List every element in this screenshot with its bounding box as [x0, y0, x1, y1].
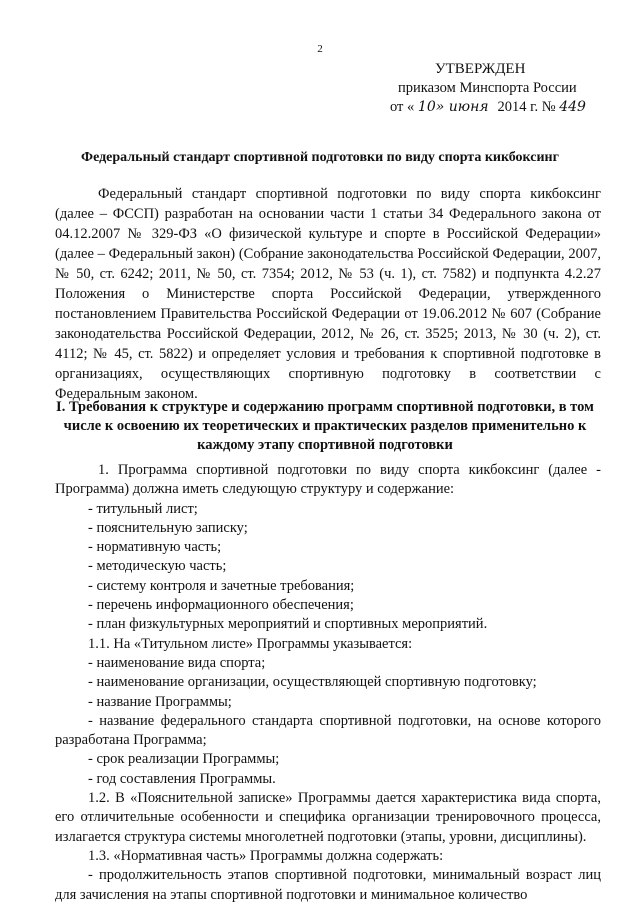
- list-item: - систему контроля и зачетные требования;: [88, 577, 355, 594]
- section-heading: I. Требования к структуре и содержанию программ спортивной подготовки, в том числе к освоению их теоретических и практических разделов применительно к каждому этапу спортивной подготовки: [56, 399, 594, 453]
- list-item: - срок реализации Программы;: [88, 751, 280, 768]
- clause-1-1: 1.1. На «Титульном листе» Программы указывается:: [88, 635, 413, 652]
- approval-year: 2014 г. №: [497, 99, 556, 115]
- approval-heading: УТВЕРЖДЕН: [435, 61, 526, 77]
- list-item: - перечень информационного обеспечения;: [88, 597, 354, 614]
- list-item: - название федерального стандарта спортивной подготовки, на основе которого разработана Программа;: [55, 712, 601, 749]
- approval-date-prefix: от «: [390, 99, 415, 115]
- intro-paragraph: Федеральный стандарт спортивной подготовки по виду спорта кикбоксинг (далее – ФССП) разработан на основании части 1 статьи 34 Федерального закона от 04.12.2007 № 329-ФЗ «О физической культуре и спорте в Российской Федерации» (далее – Федеральный закон) (Собрание законодательства Российской Федерации, 2007, № 50, ст. 6242; 2011, № 50, ст. 7354; 2012, № 53 (ч. 1), ст. 7582) и подпункта 4.2.27 Положения о Министерстве спорта Российской Федерации, утвержденного постановлением Правительства Российской Федерации от 19.06.2012 № 607 (Собрание законодательства Российской Федерации, 2012, № 26, ст. 3525; 2013, № 30 (ч. 2), ст. 4112; № 45, ст. 5822) и определяет условия и требования к спортивной подготовке в организациях, осуществляющих спортивную подготовку в соответствии с Федеральным законом.: [55, 186, 601, 402]
- list-item: - нормативную часть;: [88, 539, 222, 556]
- list-item: - методическую часть;: [88, 558, 227, 575]
- handwritten-order-number: 449: [559, 99, 586, 115]
- handwritten-date: 10» июня: [417, 99, 489, 115]
- list-item: - название Программы;: [88, 693, 232, 710]
- list-item: - наименование вида спорта;: [88, 654, 266, 671]
- clause-1-2: 1.2. В «Пояснительной записке» Программы дается характеристика вида спорта, его отличительные особенности и специфика организации тренировочного процесса, излагается структура системы многолетней подготовки (этапы, уровни, дисциплины).: [55, 790, 601, 845]
- list-item: - план физкультурных мероприятий и спортивных мероприятий.: [88, 616, 488, 633]
- approval-order-line: приказом Минспорта России: [398, 80, 577, 96]
- approval-block: [390, 60, 630, 117]
- document-title: Федеральный стандарт спортивной подготовки по виду спорта кикбоксинг: [81, 150, 559, 165]
- list-item: - продолжительность этапов спортивной подготовки, минимальный возраст лиц для зачисления на этапы спортивной подготовки и минимальное количество: [55, 867, 601, 903]
- approval-date-line: [390, 98, 630, 117]
- list-item: - год составления Программы.: [88, 770, 276, 787]
- list-item: - пояснительную записку;: [88, 519, 248, 536]
- section-body: [55, 461, 601, 905]
- clause-1: 1. Программа спортивной подготовки по виду спорта кикбоксинг (далее - Программа) должна иметь следующую структуру и содержание:: [55, 462, 601, 498]
- intro-block: [55, 184, 601, 404]
- page-number: 2: [317, 43, 323, 55]
- clause-1-3: 1.3. «Нормативная часть» Программы должна содержать:: [88, 847, 444, 864]
- list-item: - титульный лист;: [88, 500, 198, 517]
- list-item: - наименование организации, осуществляющей спортивную подготовку;: [88, 674, 537, 691]
